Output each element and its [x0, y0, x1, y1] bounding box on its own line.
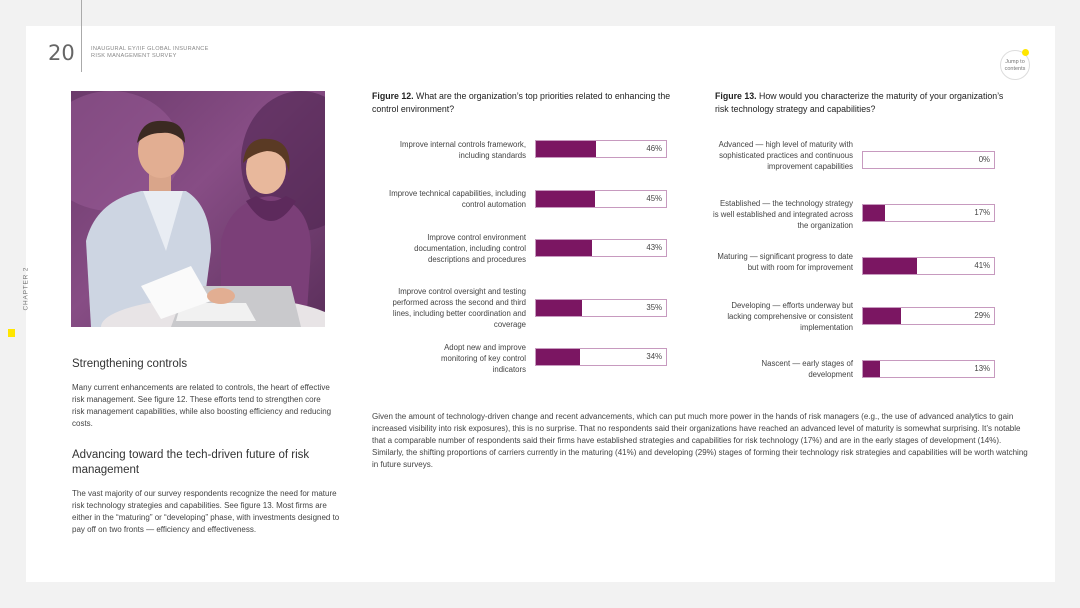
chart-bar-fill [863, 258, 917, 274]
chart-category-label: Maturing — significant progress to date but with room for improvement [717, 252, 853, 272]
chart-category-label: Nascent — early stages of development [761, 359, 853, 379]
figure13-title [715, 90, 1015, 116]
chart-category-label: Established — the technology strategy is well established and integrated across the organization [713, 199, 853, 230]
chart-category-label: Improve technical capabilities, including control automation [389, 189, 526, 209]
paragraph-strengthening-controls: Many current enhancements are related to controls, the heart of effective risk management. See figure 12. These efforts tend to strengthen core risk management capabilities, while also boosting efficiency and reducing costs. [72, 383, 332, 428]
chart-category-label: Improve internal controls framework, including standards [399, 140, 526, 160]
figure12-question: What are the organization’s top priorities related to enhancing the control environment? [372, 91, 671, 114]
figure13-question: How would you characterize the maturity of your organization’s risk technology strategy and capabilities? [715, 91, 1004, 114]
survey-title-line2: RISK MANAGEMENT SURVEY [91, 53, 177, 59]
chart-bar [535, 348, 667, 366]
jump-line1: Jump to [1005, 59, 1025, 65]
chart-category-label: Advanced — high level of maturity with sophisticated practices and continuous improvement capabilities [718, 140, 853, 171]
chart-category-label: Improve control environment documentation, including control descriptions and procedures [414, 233, 526, 264]
chart-value-label: 45% [646, 194, 662, 203]
chart-bar [535, 239, 667, 257]
chart-value-label: 35% [646, 303, 662, 312]
chart-value-label: 41% [974, 261, 990, 270]
chart-bar [862, 360, 995, 378]
chart-bar-fill [863, 205, 885, 221]
chapter-marker-icon [8, 329, 15, 337]
chart-bar [535, 140, 667, 158]
figure12-title [372, 90, 692, 116]
chart-bar [862, 151, 995, 169]
chart-bar [862, 204, 995, 222]
chart-bar-fill [536, 300, 582, 316]
figure13-label: Figure 13. [715, 91, 757, 101]
photo-colleagues-at-laptop [71, 91, 325, 327]
jump-to-contents-button[interactable] [1000, 50, 1030, 80]
chart-value-label: 29% [974, 311, 990, 320]
header-divider [81, 0, 82, 72]
chart-category-label: Improve control oversight and testing performed across the second and third lines, including better coordination and coverage [392, 287, 526, 329]
photo-illustration [71, 91, 325, 327]
chart-value-label: 34% [646, 352, 662, 361]
paragraph-tech-driven-future: The vast majority of our survey respondents recognize the need for mature risk technology strategies and capabilities. See figure 13. Most firms are either in the “maturing” or “developing” phase, with investments designed to pay off on two fronts — efficiency and effectiveness. [72, 489, 340, 534]
figure12-label: Figure 12. [372, 91, 414, 101]
chart-value-label: 0% [978, 155, 990, 164]
jump-line2: contents [1004, 66, 1026, 72]
highlight-dot-icon [1022, 49, 1029, 56]
chapter-label: CHAPTER 2 [22, 266, 30, 311]
chart-category-label: Adopt new and improve monitoring of key control indicators [441, 343, 526, 374]
chart-bar-fill [863, 361, 880, 377]
heading-strengthening-controls: Strengthening controls [72, 358, 188, 370]
chart-bar-fill [536, 240, 592, 256]
chart-bar [535, 190, 667, 208]
chart-value-label: 13% [974, 364, 990, 373]
heading-tech-driven-future: Advancing toward the tech-driven future of risk management [72, 449, 310, 476]
chart-bar-fill [863, 308, 901, 324]
chart-bar-fill [536, 349, 580, 365]
chart-bar-fill [536, 191, 595, 207]
survey-title [91, 46, 209, 60]
chart-bar [862, 307, 995, 325]
page-number: 20 [48, 41, 75, 65]
body-paragraph: Given the amount of technology-driven change and recent advancements, which can put much more power in the hands of risk managers (e.g., the use of advanced analytics to gain increased visibility into risk exposures), this is no surprise. That no respondents said their organizations have reached an advanced level of maturity is somewhat surprising. It’s notable that a comparable number of respondents said their firms have established strategies and capabilities for risk technology (17%) and are in the early stages of development (14%). Similarly, the shifting proportions of carriers currently in the maturing (41%) and developing (29%) stages of forming their technology risk strategies and capabilities will be worth watching in future surveys. [372, 412, 1028, 469]
chart-bar [862, 257, 995, 275]
chart-value-label: 46% [646, 144, 662, 153]
report-page [22, 26, 1055, 582]
survey-title-line1: INAUGURAL EY/IIF GLOBAL INSURANCE [91, 46, 209, 52]
chart-bar-fill [536, 141, 596, 157]
chart-value-label: 43% [646, 243, 662, 252]
chart-category-label: Developing — efforts underway but lacking comprehensive or consistent implementation [727, 301, 853, 332]
chart-bar [535, 299, 667, 317]
chart-value-label: 17% [974, 208, 990, 217]
